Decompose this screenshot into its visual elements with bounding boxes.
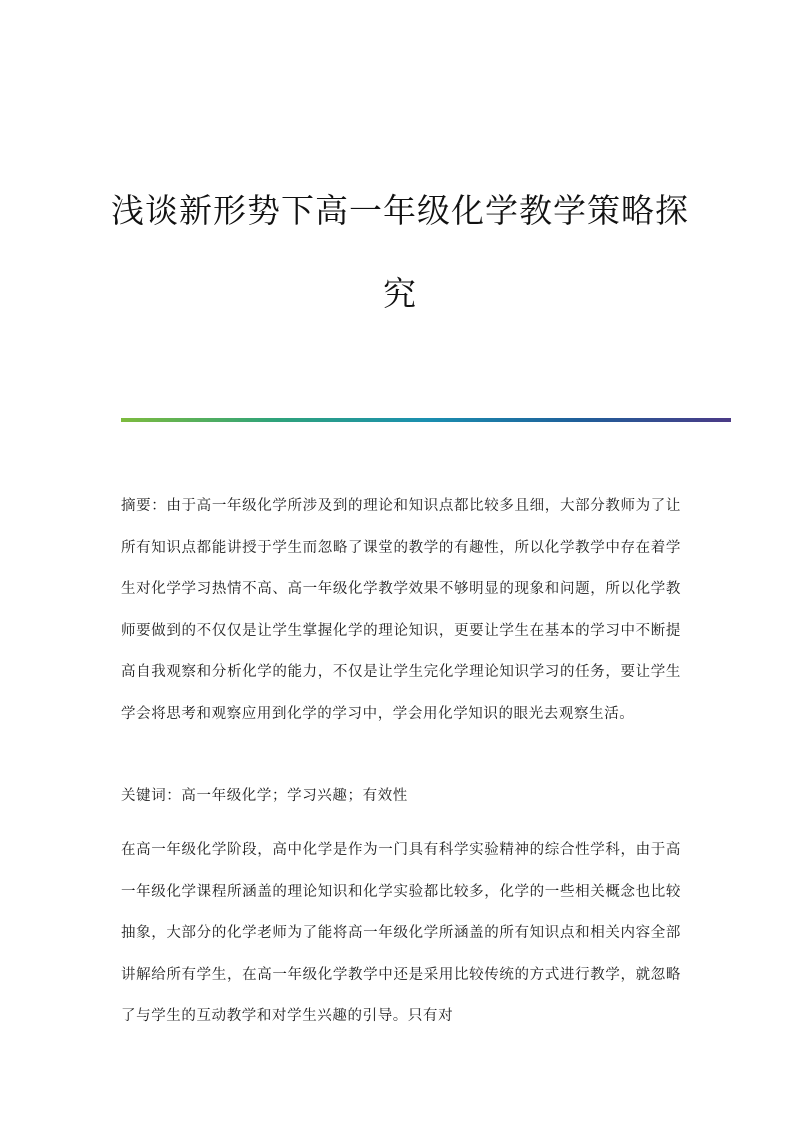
document-title-line-2: 究	[383, 274, 417, 313]
keywords-line: 关键词：高一年级化学；学习兴趣；有效性	[121, 788, 408, 804]
abstract-paragraph: 摘要：由于高一年级化学所涉及到的理论和知识点都比较多且细，大部分教师为了让所有知识点都能讲授于学生而忽略了课堂的教学的有趣性，所以化学教学中存在着学生对化学学习热情不高、高一年级化学教学效果不够明显的现象和问题，所以化学教师要做到的不仅仅是让学生掌握化学的理论知识，更要让学生在基本的学习中不断提高自我观察和分析化学的能力，不仅是让学生完化学理论知识学习的任务，要让学生学会将思考和观察应用到化学的学习中，学会用化学知识的眼光去观察生活。	[121, 498, 681, 722]
document-title-line-1: 浅谈新形势下高一年级化学教学策略探	[111, 191, 689, 230]
body-paragraph: 在高一年级化学阶段，高中化学是作为一门具有科学实验精神的综合性学科，由于高一年级化学课程所涵盖的理论知识和化学实验都比较多，化学的一些相关概念也比较抽象，大部分的化学老师为了能将高一年级化学所涵盖的所有知识点和相关内容全部讲解给所有学生，在高一年级化学教学中还是采用比较传统的方式进行教学，就忽略了与学生的互动教学和对学生兴趣的引导。只有对	[121, 842, 681, 1024]
title-divider	[121, 418, 731, 422]
